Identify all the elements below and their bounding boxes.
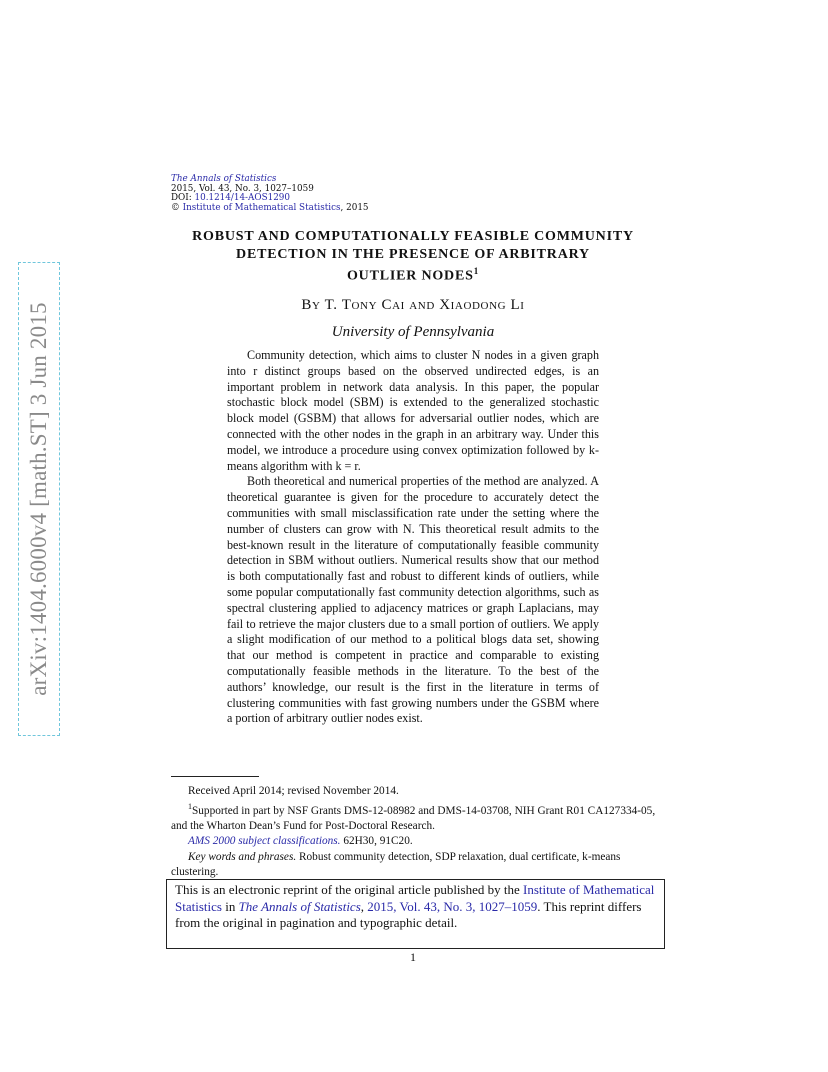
title-footnote-mark[interactable]: 1 — [473, 266, 480, 276]
title-line-1: ROBUST AND COMPUTATIONALLY FEASIBLE COMMUNITY — [192, 229, 634, 244]
keywords — [171, 850, 657, 880]
abstract — [227, 348, 599, 727]
reprint-citation-link[interactable]: 2015, Vol. 43, No. 3, 1027–1059 — [367, 898, 538, 914]
author-list: By T. Tony Cai and Xiaodong Li — [301, 297, 525, 313]
title-line-3-text: OUTLIER NODES — [346, 268, 474, 284]
affiliation: University of Pennsylvania — [331, 324, 495, 340]
doi-link[interactable]: 10.1214/14-AOS1290 — [194, 193, 290, 204]
page-number: 1 — [410, 950, 416, 964]
footnotes — [171, 784, 657, 880]
paper-title — [170, 228, 656, 285]
ams-codes: 62H30, 91C20. — [340, 835, 413, 848]
funding-footnote — [171, 799, 657, 834]
reprint-text-2: in — [221, 898, 239, 914]
copyright-org-link[interactable]: Institute of Mathematical Statistics — [182, 202, 341, 213]
reprint-text-4: . This reprint differs from the original in pagination and typographic detail. — [175, 898, 642, 930]
abstract-paragraph-2: Both theoretical and numerical properties of the method are analyzed. A theoretical guarantee is given for the procedure to accurately detect the communities with small misclassification rate under the setting where the number of clusters can grow with N. This theoretical result admits to the best-known result in the literature of computationally feasible community detection in SBM without outliers. Numerical results show that our method is both computationally fast and robust to different kinds of outliers, while some popular computationally fast community detection algorithms, such as spectral clustering applied to adjacency matrices or graph Laplacians, may fail to retrieve the major clusters due to a small portion of outliers. We apply a slight modification of our method to a political blogs data set, showing that our method is competent in practice and comparable to existing computationally feasible methods in the literature. To the best of the authors’ knowledge, our result is the first in the literature in terms of clustering communities with fast growing numbers under the GSBM where a portion of arbitrary outlier nodes exist. — [227, 474, 599, 726]
arxiv-identifier: arXiv:1404.6000v4 [math.ST] 3 Jun 2015 — [26, 302, 51, 696]
ams-classification-link[interactable]: AMS 2000 subject classifications. — [188, 835, 341, 848]
title-line-2: DETECTION IN THE PRESENCE OF ARBITRARY — [236, 246, 590, 262]
copyright-line — [171, 204, 369, 214]
copyright-icon: © — [171, 202, 180, 213]
doi-label: DOI: — [171, 193, 195, 204]
abstract-paragraph-1: Community detection, which aims to cluster N nodes in a given graph into r distinct groups based on the observed undirected edges, is an important problem in network data analysis. In this paper, the popular stochastic block model (SBM) is extended to the generalized stochastic block model (GSBM) that allows for adversarial outlier nodes, which are connected with the other nodes in the graph in an arbitrary way. Under this model, we introduce a procedure using convex optimization followed by k-means algorithm with k = r. — [227, 348, 599, 473]
arxiv-identifier-stamp — [18, 262, 60, 736]
copyright-year: , 2015 — [340, 202, 369, 213]
ams-classification — [171, 834, 657, 849]
title-line-3 — [170, 263, 656, 285]
funding-footnote-mark: 1 — [188, 802, 192, 812]
reprint-notice-box — [166, 879, 665, 949]
journal-name-link[interactable]: The Annals of Statistics — [171, 174, 277, 184]
reprint-org-link[interactable]: Institute of Mathematical Statistics — [175, 882, 655, 914]
journal-volume: 2015, Vol. 43, No. 3, 1027–1059 — [171, 183, 314, 194]
funding-text: Supported in part by NSF Grants DMS-12-08982 and DMS-14-03708, NIH Grant R01 CA127334-05, and the Wharton Dean’s Fund for Post-Doctoral Research. — [171, 804, 656, 833]
reprint-text-3: , — [360, 898, 368, 914]
reprint-text-1: This is an electronic reprint of the original article published by the — [175, 882, 524, 897]
keywords-label: Key words and phrases. — [188, 850, 297, 863]
received-dates: Received April 2014; revised November 2014. — [188, 785, 399, 797]
footnote-rule — [171, 776, 259, 777]
keywords-text: Robust community detection, SDP relaxation, dual certificate, k-means clustering. — [171, 850, 621, 878]
journal-header — [171, 175, 369, 213]
reprint-journal-link[interactable]: The Annals of Statistics — [238, 898, 361, 914]
